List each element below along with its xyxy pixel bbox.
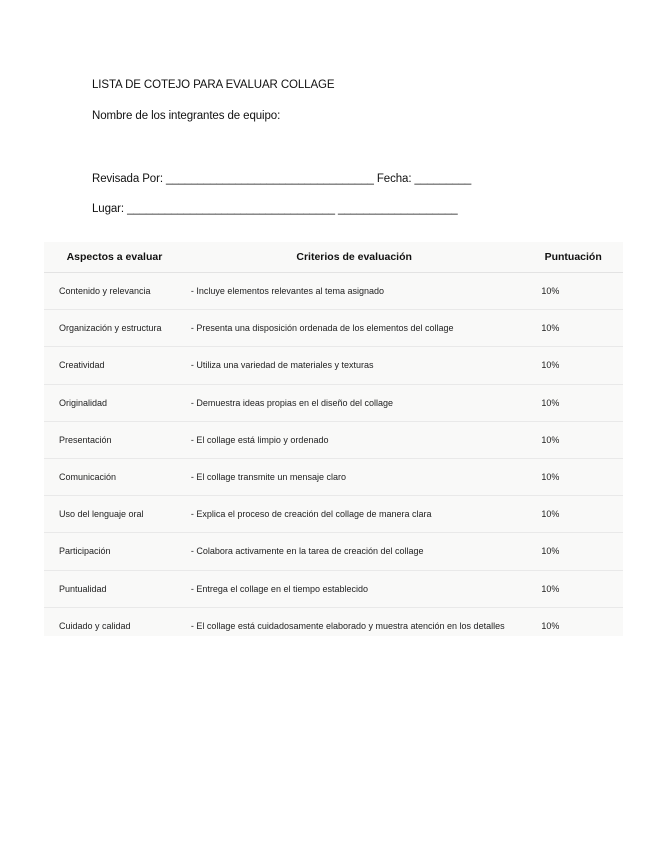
aspect-cell: Contenido y relevancia — [44, 273, 185, 310]
score-cell: 10% — [523, 458, 623, 495]
score-cell: 10% — [523, 273, 623, 310]
table-row — [44, 458, 623, 495]
aspect-cell: Puntualidad — [44, 570, 185, 607]
header-criteria: Criterios de evaluación — [185, 242, 523, 273]
criteria-cell: - Incluye elementos relevantes al tema asignado — [185, 273, 523, 310]
table-row — [44, 347, 623, 384]
criteria-cell: - Demuestra ideas propias en el diseño del collage — [185, 384, 523, 421]
aspect-cell: Participación — [44, 533, 185, 570]
score-cell: 10% — [523, 570, 623, 607]
score-cell: 10% — [523, 496, 623, 533]
criteria-cell: - El collage está cuidadosamente elaborado y muestra atención en los detalles — [190, 620, 505, 631]
criteria-cell: - Entrega el collage en el tiempo establecido — [185, 570, 523, 607]
aspect-cell: Creatividad — [44, 347, 185, 384]
evaluation-table — [44, 242, 623, 644]
criteria-cell: - Colabora activamente en la tarea de creación del collage — [185, 533, 523, 570]
score-cell: 10% — [523, 421, 623, 458]
aspect-cell: Originalidad — [44, 384, 185, 421]
score-cell: 10% — [541, 620, 560, 631]
place-line: Lugar: _________________________________ ___________________ — [92, 203, 458, 215]
table-row — [44, 533, 623, 570]
criteria-cell: - El collage transmite un mensaje claro — [185, 458, 523, 495]
aspect-cell: Uso del lenguaje oral — [44, 496, 185, 533]
table-row — [44, 607, 623, 644]
criteria-cell: - Utiliza una variedad de materiales y texturas — [185, 347, 523, 384]
header-aspects: Aspectos a evaluar — [44, 242, 185, 273]
score-cell: 10% — [523, 347, 623, 384]
table-row — [44, 310, 623, 347]
aspect-cell: Cuidado y calidad — [59, 620, 131, 631]
criteria-cell: - Explica el proceso de creación del collage de manera clara — [185, 496, 523, 533]
aspect-cell: Presentación — [44, 421, 185, 458]
team-members-label: Nombre de los integrantes de equipo: — [92, 110, 281, 122]
criteria-cell: - Presenta una disposición ordenada de los elementos del collage — [185, 310, 523, 347]
reviewed-by-date-line: Revisada Por: _________________________________ Fecha: _________ — [92, 173, 472, 185]
score-cell: 10% — [523, 310, 623, 347]
table-row — [44, 496, 623, 533]
aspect-cell: Comunicación — [44, 458, 185, 495]
document-title: LISTA DE COTEJO PARA EVALUAR COLLAGE — [92, 79, 335, 91]
table-row — [44, 421, 623, 458]
score-cell: 10% — [523, 384, 623, 421]
table-header-row — [44, 242, 623, 273]
table-row — [44, 273, 623, 310]
header-score: Puntuación — [523, 242, 623, 273]
score-cell: 10% — [523, 533, 623, 570]
evaluation-table-container — [44, 242, 623, 636]
table-row — [44, 384, 623, 421]
criteria-cell: - El collage está limpio y ordenado — [185, 421, 523, 458]
aspect-cell: Organización y estructura — [44, 310, 185, 347]
table-row — [44, 570, 623, 607]
